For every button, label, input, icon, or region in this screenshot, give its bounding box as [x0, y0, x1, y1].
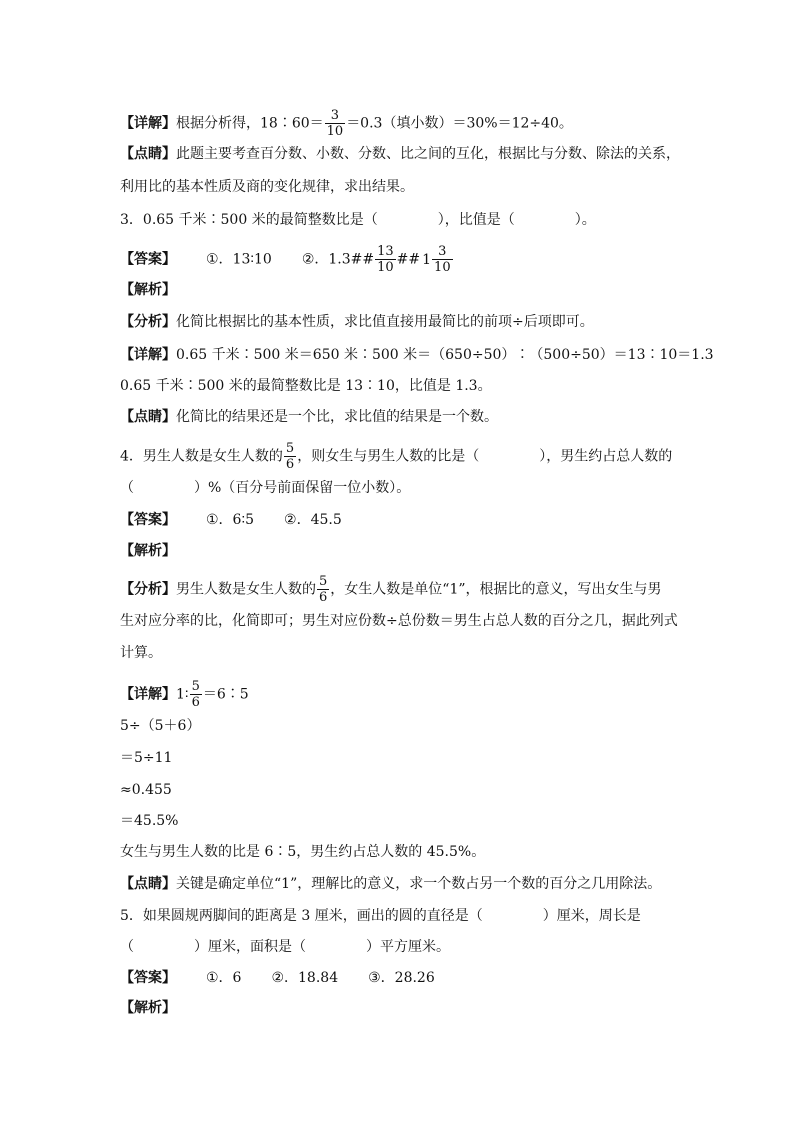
detail-text-b: ＝6∶5 — [202, 686, 249, 703]
remark-line-cont — [120, 178, 414, 196]
question-4-text-a: 4．男生人数是女生人数的 — [120, 448, 283, 465]
answer-line-q3 — [120, 244, 454, 275]
answer-2: ②．1.3## — [301, 251, 375, 268]
question-3-text-b: ），比值是（ — [437, 212, 515, 228]
answer-3: ③．28.26 — [368, 970, 435, 986]
detail-line — [120, 679, 249, 710]
analysis-text-a: 男生人数是女生人数的 — [176, 581, 316, 598]
answer-tag: 【答案】 — [120, 512, 176, 528]
remark-text: 化简比的结果还是一个比，求比值的结果是一个数。 — [176, 409, 498, 425]
remark-text: 关键是确定单位“1”，理解比的意义，求一个数占另一个数的百分之几用除法。 — [176, 876, 662, 892]
fraction — [432, 244, 453, 275]
question-4-text-b: ，则女生与男生人数的比是（ — [297, 448, 480, 465]
fraction — [190, 679, 202, 710]
fraction — [325, 108, 346, 139]
remark-tag: 【点睛】 — [120, 146, 176, 162]
detail-line-1 — [120, 108, 573, 139]
answer-1: ①．6∶5 — [206, 512, 255, 528]
fraction-denominator: 10 — [434, 260, 451, 275]
answer-1: ①．13∶10 — [206, 251, 272, 268]
analysis-text: 化简比根据比的基本性质，求比值直接用最简比的前项÷后项即可。 — [176, 314, 594, 330]
analysis-line-cont: 计算。 — [120, 645, 162, 661]
question-4-l2-a: （ — [120, 480, 134, 496]
calc-step: ≈0.455 — [120, 782, 172, 798]
detail-text: 0.65 千米∶500 米＝650 米∶500 米＝（650÷50）∶（500÷50）＝13∶10＝1.3 — [176, 347, 714, 363]
fraction-numerator: 5 — [191, 679, 200, 694]
question-5-text-b: ）厘米，周长是 — [542, 908, 641, 924]
remark-tag: 【点睛】 — [120, 876, 176, 892]
remark-text-cont: 利用比的基本性质及商的变化规律，求出结果。 — [120, 179, 414, 195]
analysis-tag: 【解析】 — [120, 1000, 176, 1016]
fraction-numerator: 3 — [325, 108, 346, 124]
fraction-numerator: 3 — [432, 244, 453, 260]
detail-line — [120, 346, 714, 364]
analysis-sub-tag: 【分析】 — [120, 581, 176, 598]
fraction-denominator: 10 — [377, 260, 394, 275]
conclusion-line: 女生与男生人数的比是 6∶5，男生约占总人数的 45.5%。 — [120, 844, 486, 860]
fraction — [317, 574, 329, 605]
analysis-tag: 【解析】 — [120, 282, 176, 298]
fraction-denominator: 6 — [319, 590, 328, 605]
question-5 — [120, 907, 641, 925]
question-5-l2-b: ）厘米，面积是（ — [194, 939, 306, 955]
detail-line-cont: 0.65 千米∶500 米的最简整数比是 13∶10，比值是 1.3。 — [120, 378, 492, 394]
question-3-text-c: ）。 — [574, 212, 596, 228]
answer-2: ②．18.84 — [271, 970, 339, 986]
analysis-tag: 【解析】 — [120, 543, 176, 559]
detail-text-a: 1∶ — [176, 686, 189, 703]
remark-line — [120, 145, 680, 163]
fraction-denominator: 10 — [326, 124, 344, 139]
calc-step: ＝45.5% — [120, 813, 179, 829]
detail-text-post: ＝0.3（填小数）＝30%＝12÷40。 — [346, 115, 573, 132]
question-4 — [120, 441, 672, 472]
question-4-l2-b: ）%（百分号前面保留一位小数）。 — [194, 480, 411, 496]
answer-line-q5 — [120, 969, 435, 987]
analysis-line — [120, 313, 594, 331]
answer-line-q4 — [120, 511, 342, 529]
fraction-denominator: 6 — [285, 457, 295, 472]
answer-tag: 【答案】 — [120, 251, 176, 268]
question-4-line-2 — [120, 479, 410, 497]
answer-1: ①．6 — [206, 970, 242, 986]
question-3 — [120, 211, 596, 229]
question-5-line-2 — [120, 938, 450, 956]
analysis-line — [120, 574, 662, 605]
remark-tag: 【点睛】 — [120, 409, 176, 425]
calc-step: ＝5÷11 — [120, 750, 173, 766]
detail-tag: 【详解】 — [120, 686, 176, 703]
question-3-text-a: 3．0.65 千米∶500 米的最简整数比是（ — [120, 212, 378, 228]
remark-line — [120, 875, 661, 893]
fraction-numerator: 5 — [285, 441, 295, 456]
detail-text-pre: 根据分析得，18∶60＝ — [176, 115, 324, 132]
fraction — [375, 244, 396, 275]
question-5-text-a: 5．如果圆规两脚间的距离是 3 厘米，画出的圆的直径是（ — [120, 908, 483, 924]
fraction-numerator: 5 — [319, 574, 328, 589]
fraction-numerator: 13 — [377, 244, 394, 259]
fraction — [284, 441, 296, 472]
question-4-text-c: ），男生约占总人数的 — [539, 448, 673, 465]
fraction-denominator: 6 — [191, 695, 200, 710]
analysis-sub-tag: 【分析】 — [120, 314, 176, 330]
question-5-l2-c: ）平方厘米。 — [366, 939, 450, 955]
question-5-l2-a: （ — [120, 939, 134, 955]
detail-tag: 【详解】 — [120, 347, 176, 363]
answer-separator: ## — [396, 251, 421, 268]
remark-line — [120, 408, 498, 426]
answer-tag: 【答案】 — [120, 970, 176, 986]
mixed-number-whole: 1 — [422, 251, 432, 268]
analysis-line-cont: 生对应分率的比，化简即可；男生对应份数÷总份数＝男生占总人数的百分之几，据此列式 — [120, 613, 678, 629]
remark-text: 此题主要考查百分数、小数、分数、比之间的互化，根据比与分数、除法的关系， — [176, 146, 680, 162]
answer-2: ②．45.5 — [284, 512, 342, 528]
calc-step: 5÷（5＋6） — [120, 718, 201, 734]
detail-tag: 【详解】 — [120, 115, 176, 132]
analysis-text-b: ，女生人数是单位“1”，根据比的意义，写出女生与男 — [330, 581, 662, 598]
